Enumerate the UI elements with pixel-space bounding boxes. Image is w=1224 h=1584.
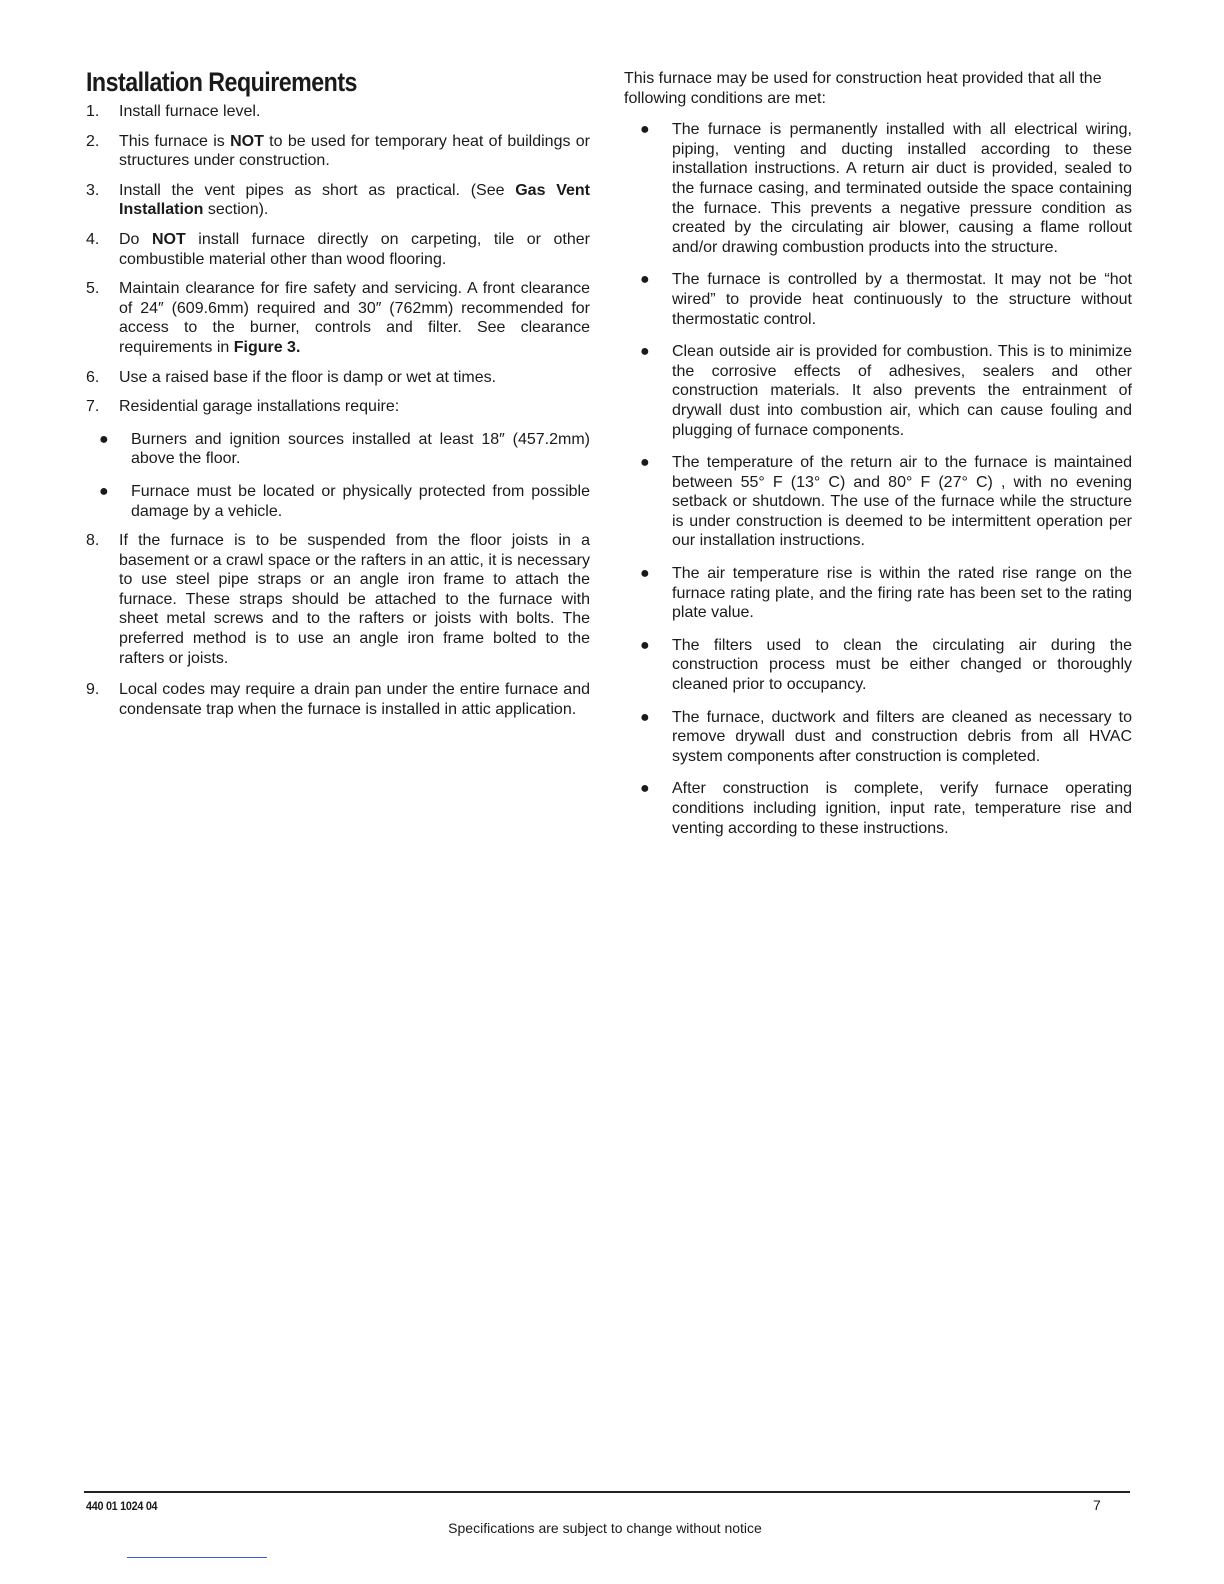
item-number: 2.	[86, 132, 100, 150]
list-item	[86, 181, 590, 220]
item-text-part: to be used for temporary heat of buildings or structures under construction.	[119, 132, 591, 170]
item-text: Use a raised base if the floor is damp or wet at times.	[119, 368, 497, 386]
section-reference: Gas Vent Installation	[119, 181, 590, 219]
list-item	[86, 680, 590, 719]
condition-bullet	[624, 779, 1132, 838]
footer-note: Specifications are subject to change without notice	[448, 1520, 762, 1536]
item-text	[119, 280, 590, 356]
document-number: 440 01 1024 04	[86, 1499, 158, 1513]
list-item	[86, 132, 590, 171]
footer-divider	[84, 1491, 1130, 1493]
condition-bullet	[624, 708, 1132, 767]
item-text	[119, 231, 590, 268]
list-item	[86, 230, 590, 269]
item-text-part: section).	[203, 201, 269, 219]
bullet-icon: ●	[640, 454, 650, 472]
item-text: Residential garage installations require:	[119, 398, 400, 416]
condition-bullet	[624, 342, 1132, 440]
construction-heat-intro: This furnace may be used for construction heat provided that all the following conditions are met:	[624, 70, 1102, 107]
condition-bullet	[624, 636, 1132, 695]
item-text-part: Install the vent pipes as short as practical. (See	[119, 181, 516, 199]
item-text-emphasis: NOT	[230, 132, 264, 150]
bullet-icon: ●	[640, 343, 650, 361]
item-text	[119, 182, 590, 219]
figure-reference: Figure 3.	[233, 338, 301, 356]
section-heading: Installation Requirements	[86, 67, 357, 97]
condition-bullet	[624, 270, 1132, 329]
bullet-text: The furnace is controlled by a thermostat. It may not be “hot wired” to provide heat continuously to the structure without thermostatic control.	[672, 271, 1132, 328]
item-number: 3.	[86, 181, 100, 199]
item-text: Install furnace level.	[119, 103, 261, 120]
condition-bullet	[624, 564, 1132, 623]
bullet-text: The temperature of the return air to the furnace is maintained between 55° F (13° C) and 80° F (27° C) , with no evening setback or shutdown. The use of the furnace while the structure is under construction is deemed to be intermittent operation per our installation instructions.	[672, 454, 1132, 550]
bullet-text: The filters used to clean the circulating air during the construction process must be either changed or thoroughly cleaned prior to occupancy.	[672, 636, 1132, 694]
item-text-part: Do	[119, 230, 152, 248]
bullet-icon: ●	[640, 121, 650, 139]
condition-bullet	[624, 453, 1132, 551]
bullet-text: The air temperature rise is within the rated rise range on the furnace rating plate, and the firing rate has been set to the rating plate value.	[672, 565, 1132, 622]
item-number: 1.	[86, 103, 100, 120]
sub-bullet-item	[86, 482, 590, 521]
item-text-part: install furnace directly on carpeting, tile or other combustible material other than wood flooring.	[119, 230, 590, 268]
bullet-text: Furnace must be located or physically protected from possible damage by a vehicle.	[131, 482, 590, 520]
decorative-line	[127, 1557, 267, 1558]
condition-bullet	[624, 120, 1132, 257]
list-item	[86, 102, 590, 122]
list-item	[86, 279, 590, 357]
item-number: 4.	[86, 230, 100, 248]
item-text: If the furnace is to be suspended from the floor joists in a basement or a crawl space or the rafters in an attic, it is necessary to use steel pipe straps or an angle iron frame to attach the furnace. These straps should be attached to the furnace with sheet metal screws and to the rafters or joists with bolts. The preferred method is to use an angle iron frame bolted to the rafters or joists.	[119, 532, 590, 667]
bullet-icon: ●	[99, 482, 109, 500]
item-text	[119, 133, 590, 170]
list-item	[86, 531, 590, 668]
left-column	[86, 66, 590, 729]
item-text-part: This furnace is	[119, 132, 231, 150]
item-number: 5.	[86, 280, 100, 298]
item-text: Local codes may require a drain pan under the entire furnace and condensate trap when the furnace is installed in attic application.	[119, 681, 590, 718]
bullet-text: The furnace, ductwork and filters are cleaned as necessary to remove drywall dust and construction debris from all HVAC system components after construction is completed.	[672, 708, 1132, 765]
bullet-text: Clean outside air is provided for combustion. This is to minimize the corrosive effects of adhesives, sealers and other construction materials. It also prevents the entrainment of drywall dust into combustion air, which can cause fouling and plugging of furnace components.	[672, 343, 1132, 439]
bullet-icon: ●	[640, 271, 650, 289]
bullet-icon: ●	[640, 708, 650, 726]
bullet-icon: ●	[640, 565, 650, 583]
bullet-text: The furnace is permanently installed with all electrical wiring, piping, venting and ducting installed according to these installation instructions. A return air duct is provided, sealed to the furnace casing, and terminated outside the space containing the furnace. This prevents a negative pressure condition as created by the circulating air blower, causing a flame rollout and/or drawing combustion products into the structure.	[672, 121, 1132, 256]
bullet-icon: ●	[99, 430, 109, 448]
bullet-icon: ●	[640, 636, 650, 654]
item-number: 6.	[86, 368, 100, 386]
bullet-text: After construction is complete, verify furnace operating conditions including ignition, input rate, temperature rise and venting according to these instructions.	[672, 780, 1132, 837]
list-item	[86, 368, 590, 388]
page-number: 7	[1093, 1497, 1101, 1513]
list-item	[86, 397, 590, 417]
bullet-icon: ●	[640, 780, 650, 798]
bullet-text: Burners and ignition sources installed at least 18″ (457.2mm) above the floor.	[131, 430, 590, 468]
item-text-emphasis: NOT	[151, 230, 186, 248]
item-number: 9.	[86, 681, 100, 699]
item-text-part: Maintain clearance for fire safety and servicing. A front clearance of 24″ (609.6mm) required and 30″ (762mm) recommended for access to the burner, controls and filter. See clearance requirements in	[119, 280, 590, 356]
sub-bullet-item	[86, 430, 590, 469]
item-number: 7.	[86, 398, 100, 416]
item-number: 8.	[86, 532, 100, 550]
right-column	[624, 66, 1132, 851]
